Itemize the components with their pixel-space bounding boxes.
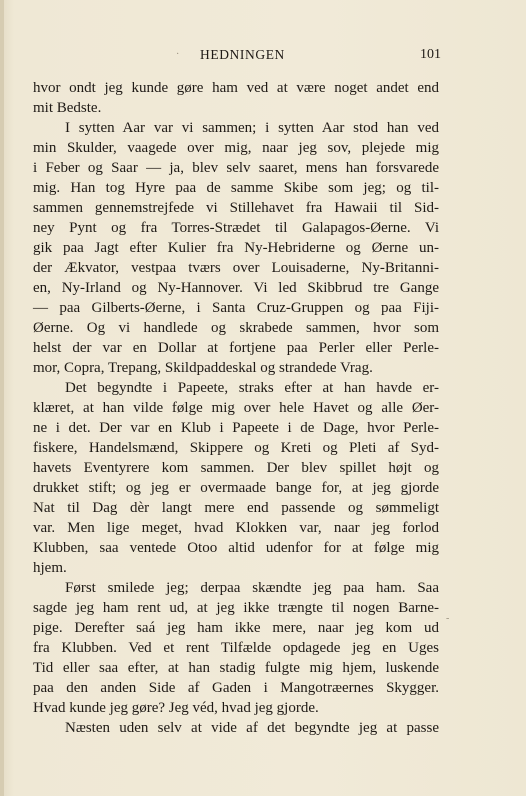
text-line: min Skulder, vaagede over mig, naar jeg sov, plejede mig — [33, 140, 439, 156]
text-line: en, Ny-Irland og Ny-Hannover. Vi led Skibbrud tre Gange — [33, 280, 439, 296]
text-line: mor, Copra, Trepang, Skildpaddeskal og strandede Vrag. — [33, 360, 373, 376]
page-gutter-edge — [0, 0, 4, 796]
text-line: mit Bedste. — [33, 100, 102, 116]
text-line: sammen gennemstrejfede vi Stillehavet fra Hawaii til Sid- — [33, 200, 439, 216]
text-line: helst der var en Dollar at fortjene paa Perler eller Perle- — [33, 340, 439, 356]
text-line: Klubben, saa ventede Otoo altid udenfor for at følge mig — [33, 540, 439, 556]
text-line: — paa Gilberts-Øerne, i Santa Cruz-Gruppen og paa Fiji- — [33, 300, 439, 316]
text-line: ney Pynt og fra Torres-Strædet til Galapagos-Øerne. Vi — [33, 220, 439, 236]
text-line: Næsten uden selv at vide af det begyndte jeg at passe — [65, 720, 439, 736]
text-line: Det begyndte i Papeete, straks efter at han havde er- — [65, 380, 439, 396]
text-line: Nat til Dag dèr langt mere end passende og sømmeligt — [33, 500, 439, 516]
text-line: pige. Derefter saá jeg ham ikke mere, naar jeg kom ud — [33, 620, 439, 636]
print-speck: · — [176, 49, 180, 60]
text-line: hjem. — [33, 560, 67, 576]
text-line: I sytten Aar var vi sammen; i sytten Aar stod han ved — [65, 120, 439, 136]
text-line: mig. Han tog Hyre paa de samme Skibe som jeg; og til- — [33, 180, 439, 196]
text-line: havets Eventyrere kom sammen. Der blev spillet højt og — [33, 460, 439, 476]
running-title: HEDNINGEN — [200, 47, 285, 62]
text-line: klæret, at han vilde følge mig over hele Havet og alle Øer- — [33, 400, 439, 416]
text-line: i Feber og Saar — ja, blev selv saaret, mens han forsvarede — [33, 160, 439, 176]
text-line: paa den anden Side af Gaden i Mangotræernes Skygger. — [33, 680, 439, 696]
text-line: ne i det. Der var en Klub i Papeete i de Dage, hvor Perle- — [33, 420, 439, 436]
text-line: drukket stift; og jeg er overmaade bange for, at jeg gjorde — [33, 480, 439, 496]
text-line: var. Men lige meget, hvad Klokken var, naar jeg forlod — [33, 520, 439, 536]
text-line: Hvad kunde jeg gøre? Jeg véd, hvad jeg gjorde. — [33, 700, 319, 716]
running-header — [0, 47, 526, 67]
text-line: fiskere, Handelsmænd, Skippere og Kreti og Pleti af Syd- — [33, 440, 439, 456]
text-line: Tid eller saa efter, at han stadig fulgte mig hjem, luskende — [33, 660, 439, 676]
text-line: Øerne. Og vi handlede og skrabede sammen, hvor som — [33, 320, 439, 336]
text-line: der Ækvator, vestpaa tværs over Louisaderne, Ny-Britanni- — [33, 260, 439, 276]
page-number: 101 — [420, 47, 441, 62]
text-line: hvor ondt jeg kunde gøre ham ved at være noget andet end — [33, 80, 439, 96]
text-line: gik paa Jagt efter Kulier fra Ny-Hebriderne og Øerne un- — [33, 240, 439, 256]
text-line: fra Klubben. Ved et rent Tilfælde opdagede jeg en Uges — [33, 640, 439, 656]
text-line: sagde jeg ham rent ud, at jeg ikke trængte til nogen Barne- — [33, 600, 439, 616]
print-speck: - — [446, 613, 450, 624]
text-line: Først smilede jeg; derpaa skændte jeg paa ham. Saa — [65, 580, 439, 596]
